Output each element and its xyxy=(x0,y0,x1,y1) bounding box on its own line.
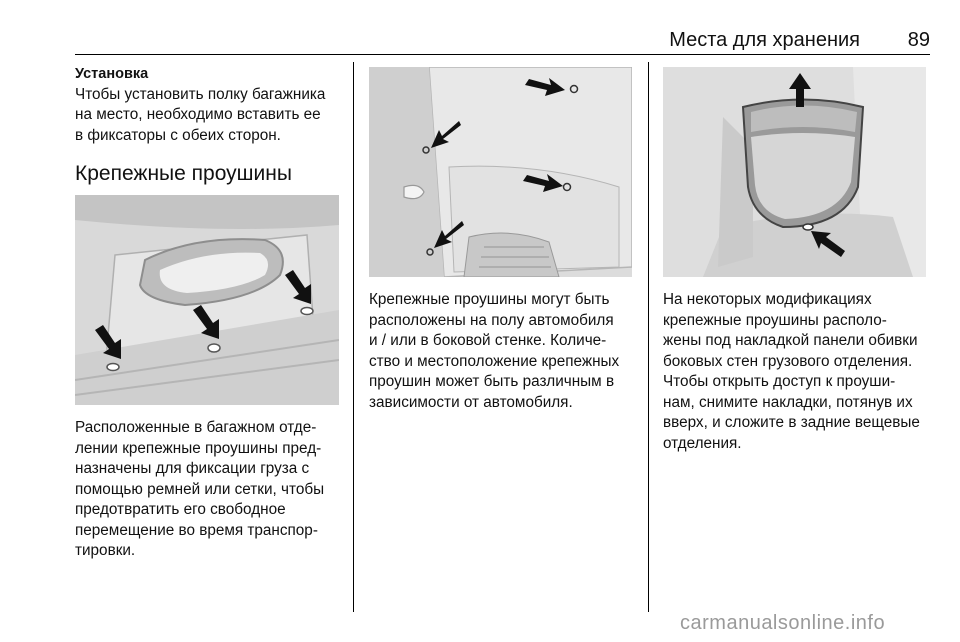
caption-line: вверх, и сложите в задние вещевые xyxy=(663,414,920,431)
column-divider-2 xyxy=(648,62,649,612)
header-rule xyxy=(75,54,930,55)
install-text-line: в фиксаторы с обеих сторон. xyxy=(75,126,281,144)
caption-line: Чтобы открыть доступ к проуши- xyxy=(663,373,896,390)
install-section xyxy=(75,64,345,146)
caption-line: жены под накладкой панели обивки xyxy=(663,332,918,349)
caption-line: расположены на полу автомобиля xyxy=(369,311,614,329)
column-divider-1 xyxy=(353,62,354,612)
caption-line: помощью ремней или сетки, чтобы xyxy=(75,480,325,498)
caption-line: зависимости от автомобиля. xyxy=(369,393,573,411)
install-subheading: Установка xyxy=(75,66,149,82)
caption-line: На некоторых модификациях xyxy=(663,291,872,308)
caption-line: лении крепежные проушины пред- xyxy=(75,439,322,457)
caption-line: перемещение во время транспор- xyxy=(75,521,318,539)
tie-down-heading: Крепежные проушины xyxy=(75,162,292,185)
caption-line: крепежные проушины располо- xyxy=(663,311,887,329)
cargo-floor-photo xyxy=(75,195,339,405)
trim-panel-photo xyxy=(663,67,926,277)
caption-line: Крепежные проушины могут быть xyxy=(369,291,610,308)
install-text-line: на место, необходимо вставить ее xyxy=(75,106,321,123)
caption-line: назначены для фиксации груза с xyxy=(75,460,310,477)
caption-line: отделения. xyxy=(663,434,742,452)
middle-caption xyxy=(369,290,641,413)
right-caption xyxy=(663,290,938,454)
caption-line: нам, снимите накладки, потянув их xyxy=(663,393,913,411)
watermark: carmanualsonline.info xyxy=(680,612,886,634)
caption-line: ство и местоположение крепежных xyxy=(369,352,620,370)
install-text-line: Чтобы установить полку багажника xyxy=(75,85,326,103)
caption-line: Расположенные в багажном отде- xyxy=(75,419,317,436)
caption-line: тировки. xyxy=(75,542,136,559)
caption-line: и / или в боковой стенке. Количе- xyxy=(369,332,607,349)
page-header-title: Места для хранения xyxy=(669,29,860,51)
caption-line: предотвратить его свободное xyxy=(75,501,286,518)
caption-line: боковых стен грузового отделения. xyxy=(663,352,913,370)
side-wall-photo xyxy=(369,67,632,277)
caption-line: проушин может быть различным в xyxy=(369,373,615,390)
left-caption xyxy=(75,418,345,562)
page-number: 89 xyxy=(907,29,930,51)
